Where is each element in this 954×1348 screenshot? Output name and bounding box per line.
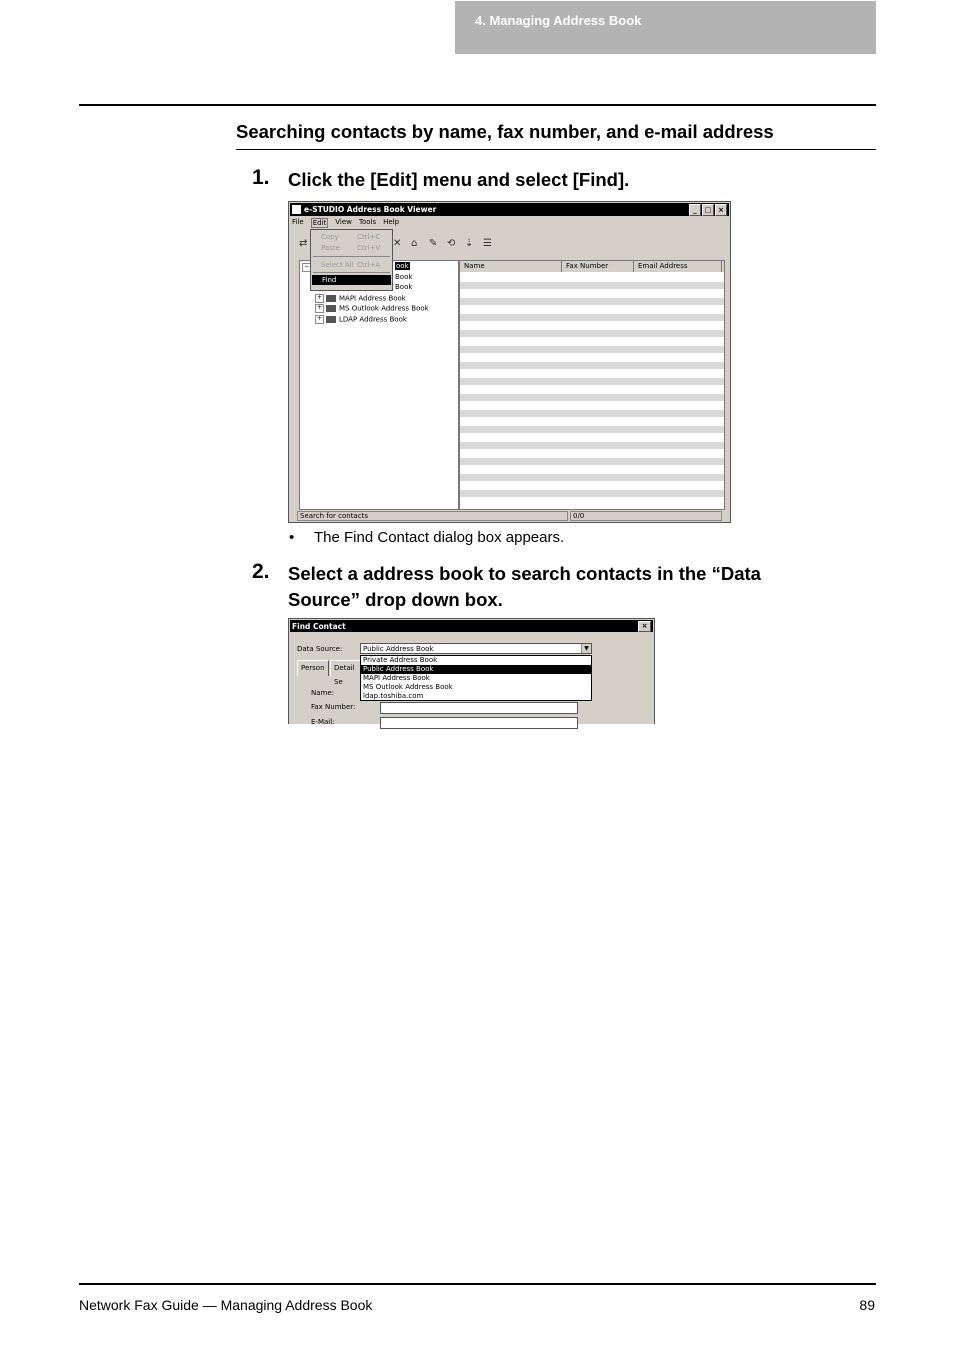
edit-icon[interactable]: ✎ <box>429 238 438 249</box>
section-title: Searching contacts by name, fax number, and e-mail address <box>236 121 774 142</box>
menu-shortcut: Ctrl+V <box>357 244 381 252</box>
list-row <box>460 346 724 353</box>
dialog-title-bar <box>290 620 653 632</box>
bullet-note <box>289 529 564 546</box>
refresh-icon[interactable]: ⇄ <box>299 238 308 249</box>
list-row <box>460 378 724 385</box>
find-contact-screenshot <box>288 618 655 724</box>
contact-list[interactable] <box>459 260 725 510</box>
name-label: Name: <box>311 689 335 697</box>
maximize-icon[interactable]: □ <box>702 204 714 216</box>
menu-shortcut: Ctrl+C <box>357 233 381 241</box>
option-outlook[interactable]: MS Outlook Address Book <box>363 683 453 691</box>
menu-bar <box>292 218 399 228</box>
menu-item-select-all[interactable]: Select All <box>321 261 354 269</box>
list-row <box>460 362 724 369</box>
tree-item-mapi[interactable]: + MAPI Address Book <box>316 294 406 303</box>
book-icon <box>326 316 336 323</box>
data-source-label: Data Source: <box>297 645 343 653</box>
list-row <box>460 330 724 337</box>
list-row <box>460 314 724 321</box>
menu-item-find[interactable]: Find <box>312 275 391 285</box>
app-icon <box>292 205 301 214</box>
chapter-tab <box>455 1 876 54</box>
close-icon[interactable]: × <box>715 204 727 216</box>
fax-number-field[interactable] <box>380 702 578 714</box>
step-2-number: 2. <box>252 560 270 583</box>
menu-shortcut: Ctrl+A <box>357 261 381 269</box>
list-header <box>460 261 724 272</box>
bullet-dot: • <box>289 529 295 546</box>
tree-item-ldap[interactable]: + LDAP Address Book <box>316 315 407 324</box>
menu-edit[interactable]: Edit <box>312 219 327 227</box>
book-icon <box>326 295 336 302</box>
menu-separator <box>313 272 390 273</box>
option-private[interactable]: Private Address Book <box>363 656 438 664</box>
dialog-title: Find Contact <box>292 622 346 631</box>
menu-separator <box>313 256 390 257</box>
status-bar <box>297 511 722 521</box>
menu-help[interactable]: Help <box>383 218 400 226</box>
column-fax-number[interactable]: Fax Number <box>562 261 634 272</box>
tree-item[interactable]: Book <box>395 273 413 281</box>
footer-title: Network Fax Guide — Managing Address Book <box>79 1297 373 1313</box>
chevron-down-icon[interactable]: ▼ <box>581 644 591 653</box>
list-row <box>460 298 724 305</box>
email-label: E-Mail: <box>311 718 335 726</box>
column-name[interactable]: Name <box>460 261 562 272</box>
list-row <box>460 426 724 433</box>
list-row <box>460 282 724 289</box>
menu-tools[interactable]: Tools <box>358 218 377 226</box>
header-rule <box>79 104 876 106</box>
window-title: e-STUDIO Address Book Viewer <box>304 205 437 214</box>
delete-icon[interactable]: ✕ <box>393 238 402 249</box>
list-row <box>460 474 724 481</box>
data-source-options[interactable] <box>360 655 592 701</box>
step-2-text: Select a address book to search contacts in the “Data Source” drop down box. <box>288 563 761 610</box>
tree-root-collapse-icon[interactable]: − <box>303 263 310 270</box>
tab-detail-search[interactable]: Detail Se <box>330 660 366 676</box>
data-source-value: Public Address Book <box>363 645 434 653</box>
edit-menu-dropdown <box>310 229 393 291</box>
list-row <box>460 490 724 497</box>
step-1-text: Click the [Edit] menu and select [Find]. <box>288 169 630 190</box>
footer-rule <box>79 1283 876 1285</box>
window-title-bar <box>290 203 729 216</box>
menu-file[interactable]: File <box>292 218 304 226</box>
list-row <box>460 394 724 401</box>
close-icon[interactable]: × <box>638 621 651 632</box>
list-icon[interactable]: ☰ <box>483 238 492 249</box>
column-email-address[interactable]: Email Address <box>634 261 722 272</box>
status-text: Search for contacts <box>297 511 568 521</box>
tree-item[interactable]: Book <box>395 283 413 291</box>
status-count: 0/0 <box>570 511 722 521</box>
tab-person[interactable]: Person <box>297 660 329 676</box>
tree-item-outlook[interactable]: + MS Outlook Address Book <box>316 304 429 313</box>
fax-number-label: Fax Number: <box>311 703 356 711</box>
book-icon <box>326 305 336 312</box>
sort-icon[interactable]: ⇣ <box>465 238 474 249</box>
tree-item[interactable]: ook <box>396 262 409 270</box>
section-rule <box>236 149 876 150</box>
list-row <box>460 442 724 449</box>
minimize-icon[interactable]: _ <box>689 204 701 216</box>
list-row <box>460 458 724 465</box>
sync-icon[interactable]: ⟲ <box>447 238 456 249</box>
step-1-number: 1. <box>252 166 270 189</box>
email-field[interactable] <box>380 717 578 729</box>
address-book-icon[interactable]: ⌂ <box>411 238 418 249</box>
list-row <box>460 410 724 417</box>
menu-item-paste[interactable]: Paste <box>321 244 340 252</box>
address-book-tree[interactable] <box>299 260 459 510</box>
page-number: 89 <box>859 1297 875 1313</box>
option-public[interactable]: Public Address Book <box>361 665 591 674</box>
option-mapi[interactable]: MAPI Address Book <box>363 674 430 682</box>
menu-view[interactable]: View <box>335 218 352 226</box>
chapter-tab-label: 4. Managing Address Book <box>475 13 642 28</box>
data-source-dropdown[interactable] <box>360 643 592 654</box>
bullet-text: The Find Contact dialog box appears. <box>314 529 565 546</box>
menu-item-copy[interactable]: Copy <box>321 233 339 241</box>
address-book-viewer-screenshot <box>288 201 731 523</box>
option-ldap[interactable]: ldap.toshiba.com <box>363 692 424 700</box>
